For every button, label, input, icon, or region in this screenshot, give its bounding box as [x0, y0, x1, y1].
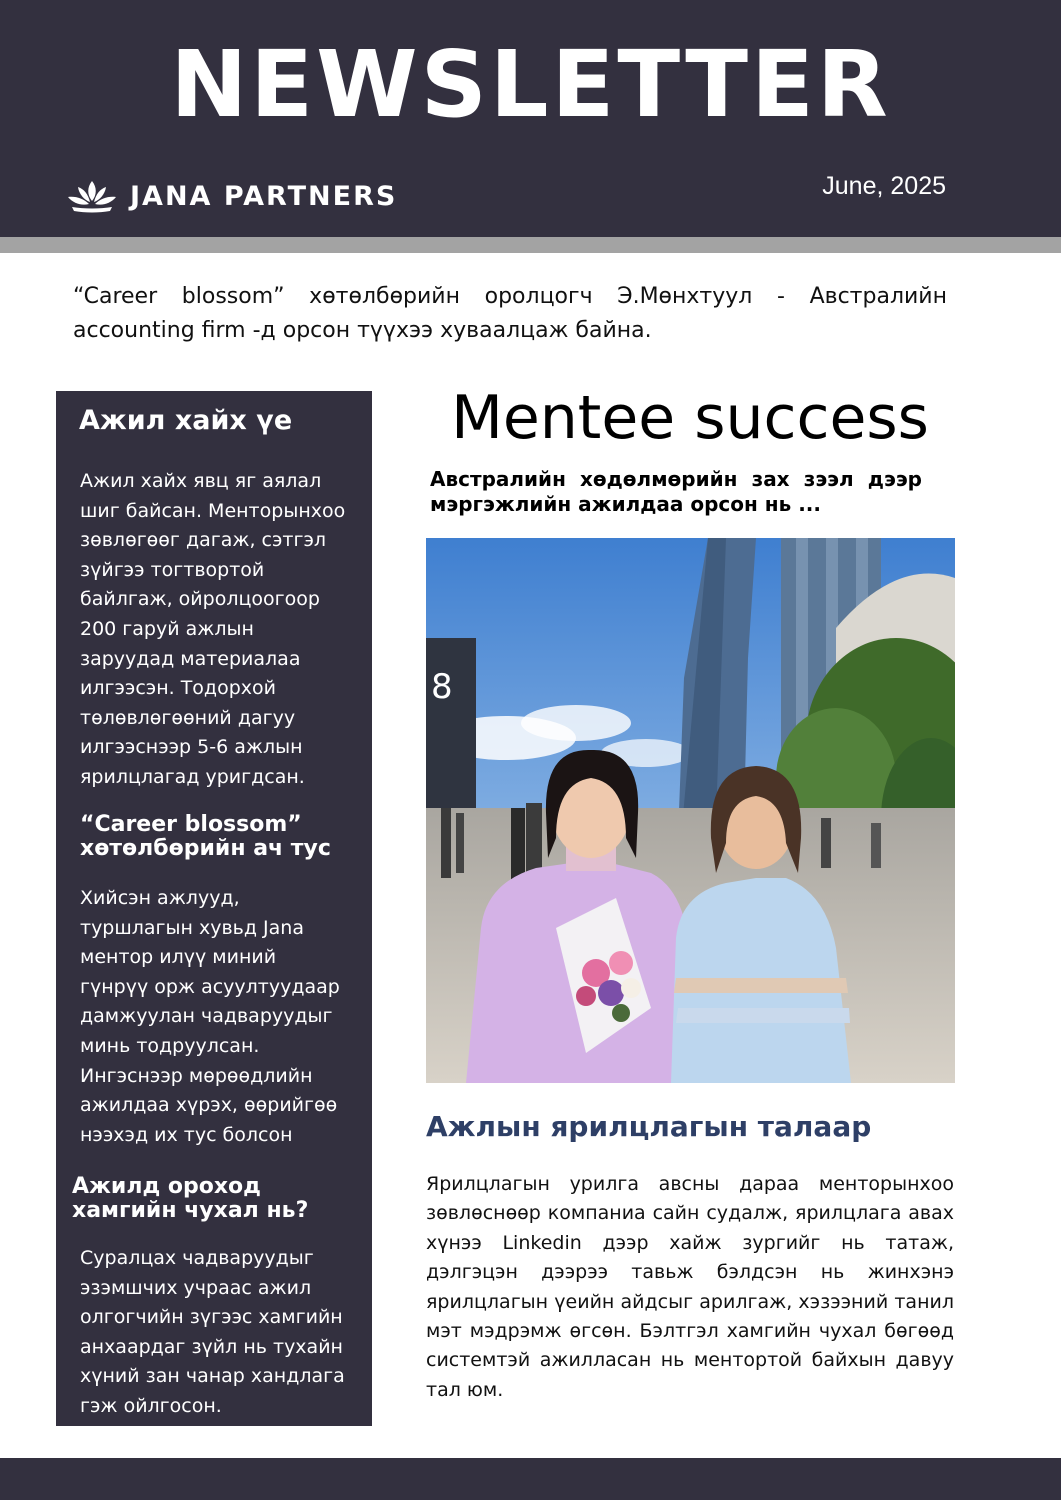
sidebar-text-most-important: Суралцах чадваруудыг эзэмшчих учраас ажил олгогчийн зүгээс хамгийн анхаардаг зүйл нь тухайн хүний зан чанар хандлага гэж ойлгосон.	[80, 1247, 345, 1417]
sidebar-text-job-search: Ажил хайх явц яг аялал шиг байсан. Менторынхоо зөвлөгөөг дагаж, сэтгэл зүйгээ тогтвортой байлгаж, ойролцоогоор 200 гаруй ажлын заруудад материалаа илгээсэн. Тодорхой төлөвлөгөөний дагуу илгээснээр 5-6 ажлын ярилцлагад уригдсан.	[80, 470, 346, 788]
sidebar-heading-job-search: Ажил хайх үе	[79, 405, 293, 436]
interview-body-text: Ярилцлагын урилга авсны дараа менторынхоо зөвлөснөөр компаниа сайн судалж, ярилцлага авах хүнээ Linkedin дээр хайж зургийг нь татаж, дэлгэцэн дээрээ тавьж бэлдсэн нь жинхэнэ ярилцлагын үеийн айдсыг арилгаж, хэзээний танил мэт мэдрэмж өгсөн. Бэлтгэл хамгийн чухал бөгөөд системтэй ажилласан нь ментортой байхын давуу тал юм.	[426, 1173, 954, 1401]
lotus-icon	[66, 178, 118, 214]
interview-heading: Ажлын ярилцлагын талаар	[426, 1110, 872, 1143]
issue-date: June, 2025	[822, 172, 946, 200]
brand	[66, 176, 397, 216]
sidebar-text-program-benefit: Хийсэн ажлууд, туршлагын хувьд Jana ментор илүү миний гүнрүү орж асуултуудаар дамжуулан чадваруудыг минь тодруулсан. Ингэснээр мөрөөдлийн ажилдаа хүрэх, өөрийгөө нээхэд их тус болсон	[80, 887, 340, 1146]
sidebar	[56, 391, 372, 1426]
header-banner	[0, 0, 1061, 237]
mentee-photo	[426, 538, 955, 1083]
sidebar-heading-program-benefit: “Career blossom” хөтөлбөрийн ач тус	[80, 812, 331, 861]
footer-bar	[0, 1458, 1061, 1500]
divider-bar	[0, 237, 1061, 253]
svg-text:8: 8	[431, 667, 453, 707]
main-title: Mentee success	[451, 383, 929, 453]
newsletter-title: NEWSLETTER	[170, 31, 891, 138]
sidebar-heading-most-important: Ажилд ороход хамгийн чухал нь?	[72, 1174, 309, 1223]
brand-name: JANA PARTNERS	[130, 180, 398, 212]
main-subtitle: Австралийн хөдөлмөрийн зах зээл дээр мэргэжлийн ажилдаа орсон нь ...	[430, 467, 922, 516]
intro-text: “Career blossom” хөтөлбөрийн оролцогч Э.Мөнхтуул - Австралийн accounting firm -д орсон түүхээ хуваалцаж байна.	[73, 284, 947, 343]
